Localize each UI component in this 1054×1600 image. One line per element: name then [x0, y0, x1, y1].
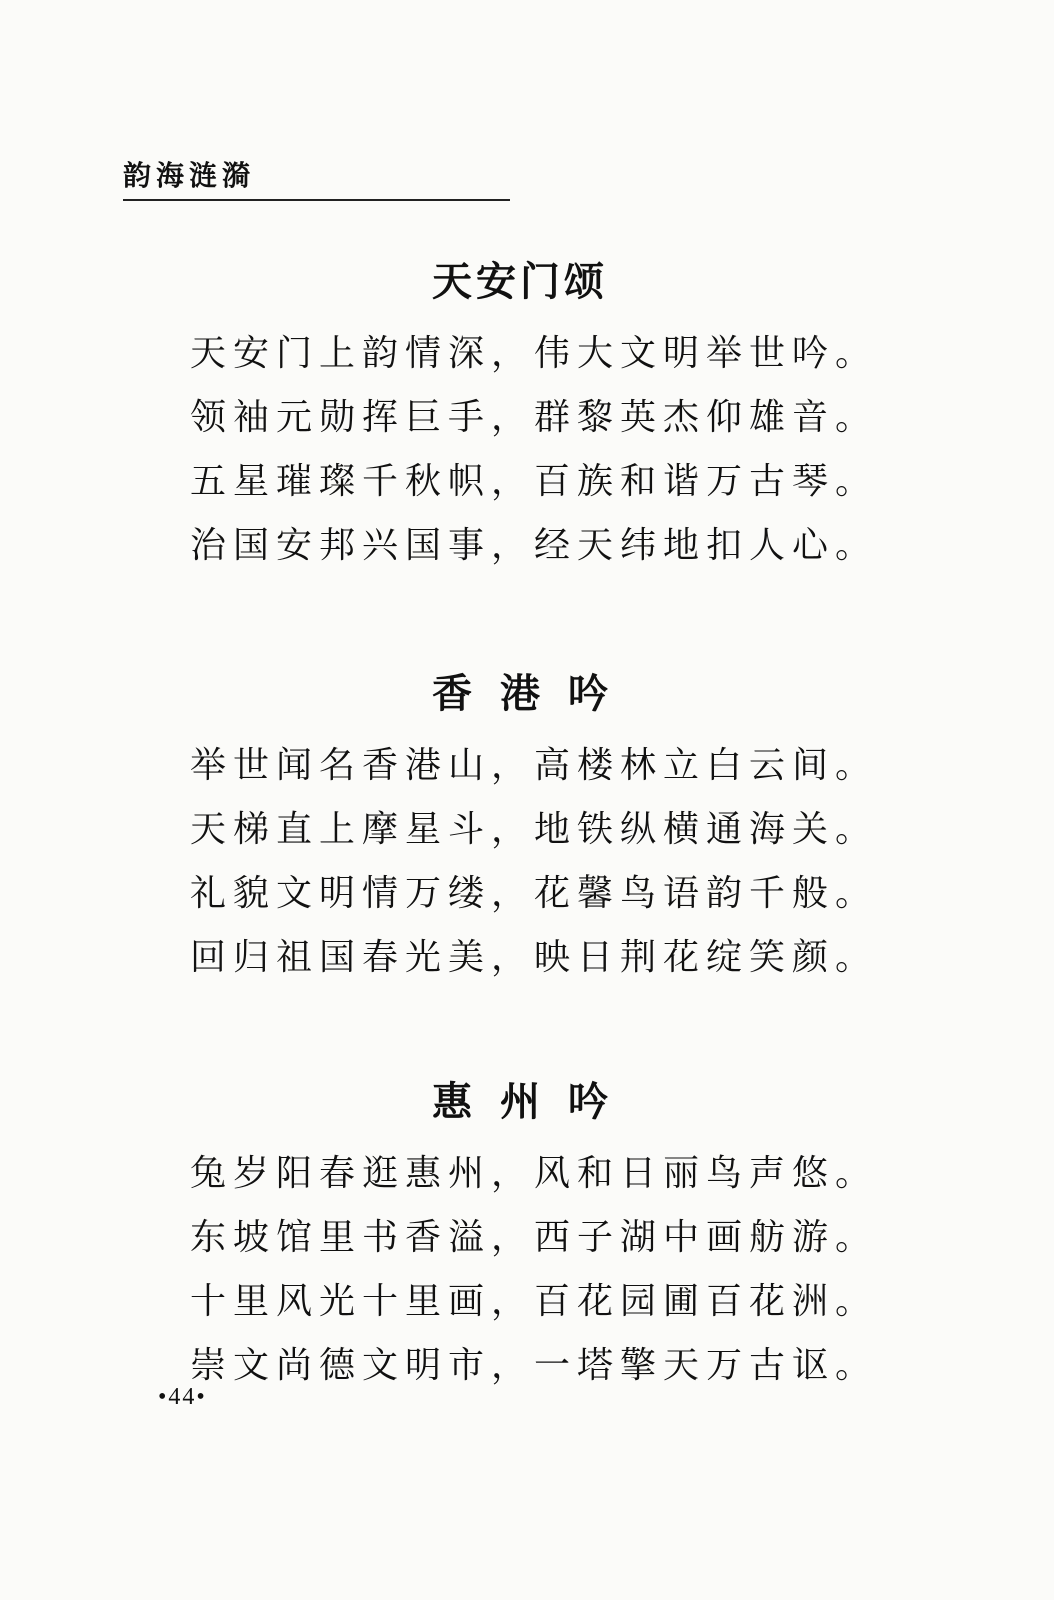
poem-title: 天安门颂	[432, 258, 608, 305]
page-number: •44•	[158, 1384, 207, 1410]
poem-line: 举世闻名香港山，高楼林立白云间。	[190, 745, 879, 786]
poem-line: 领袖元勋挥巨手，群黎英杰仰雄音。	[190, 397, 879, 438]
poem-line: 天梯直上摩星斗，地铁纵横通海关。	[190, 809, 879, 850]
poem-line: 崇文尚德文明市，一塔擎天万古讴。	[190, 1345, 879, 1386]
poem-line: 治国安邦兴国事，经天纬地扣人心。	[190, 525, 879, 566]
poem-title: 惠州吟	[432, 1078, 636, 1125]
poem-lines	[190, 322, 878, 578]
poem-title: 香港吟	[432, 670, 636, 717]
poem-line: 五星璀璨千秋帜，百族和谐万古琴。	[190, 461, 879, 502]
poem-line: 回归祖国春光美，映日荆花绽笑颜。	[190, 937, 879, 978]
running-head: 韵海涟漪	[123, 159, 256, 192]
poem-line: 十里风光十里画，百花园圃百花洲。	[190, 1281, 879, 1322]
poem-lines	[190, 1142, 878, 1398]
poem-line: 东坡馆里书香溢，西子湖中画舫游。	[190, 1217, 879, 1258]
running-head-rule	[123, 199, 510, 201]
poem-lines	[190, 734, 878, 990]
poem-line: 礼貌文明情万缕，花馨鸟语韵千般。	[190, 873, 879, 914]
poem-line: 天安门上韵情深，伟大文明举世吟。	[190, 333, 879, 374]
poem-line: 兔岁阳春逛惠州，风和日丽鸟声悠。	[190, 1153, 879, 1194]
